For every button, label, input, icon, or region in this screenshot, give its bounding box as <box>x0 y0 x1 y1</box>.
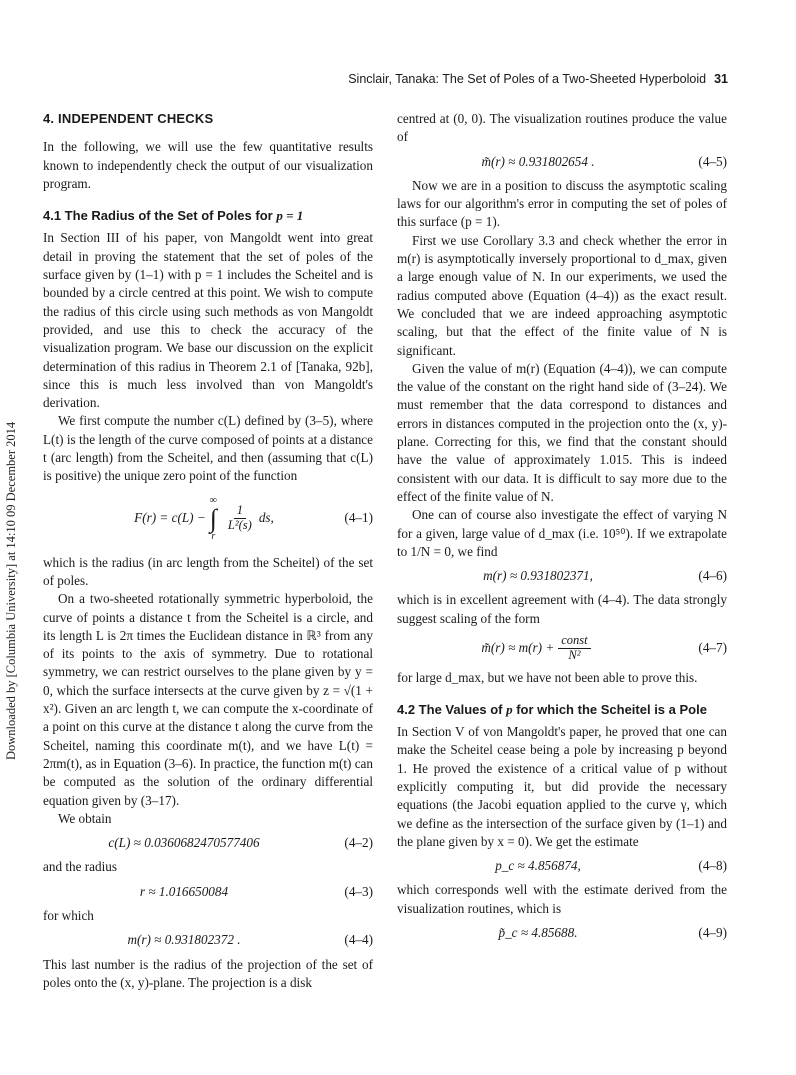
equation-4-3: r ≈ 1.016650084 (4–3) <box>43 883 373 901</box>
paragraph-right-3: First we use Corollary 3.3 and check whether the error in m(r) is asymptotically inversely proportional to d_max, given a large enough value of N. In our experiments, we used the radius computed above (Equation (4–4)) as the exact result. We concluded that we are indeed approaching asymptotic scaling, but that the effect of the finite value of N is significant. <box>397 232 727 358</box>
equation-4-1: F(r) = c(L) − ∞ ∫ r $\frac{1}{\text{L²(s)}}$ ds, (4–1) <box>134 494 373 542</box>
paragraph-4-1-b: We first compute the number c(L) defined by (3–5), where L(t) is the length of the curve composed of points at a distance t (arc length) from the Scheitel, and then (assuming that c(L) is positive) the unique zero point of the function <box>43 413 373 484</box>
eq7-fraction: $\frac{\text{const}}{\text{N²}}$ <box>558 634 590 663</box>
section-heading-4-1: 4.1 The Radius of the Set of Poles for p = 1 <box>43 208 304 224</box>
paragraph-4-1-e: We obtain <box>58 810 112 826</box>
equation-number: (4–3) <box>344 883 373 899</box>
equation-number: (4–1) <box>344 510 373 526</box>
equation-4-6: m(r) ≈ 0.931802371, (4–6) <box>397 567 727 585</box>
equation-4-4: m(r) ≈ 0.931802372 . (4–4) <box>43 931 373 949</box>
paragraph-right-7: for large d_max, but we have not been able to prove this. <box>397 669 698 685</box>
equation-number: (4–8) <box>698 858 727 874</box>
paragraph-4-1-a: In Section III of his paper, von Mangoldt went into great detail in proving the statement that the set of poles of the surface given by (1–1) with p = 1 includes the Scheitel and is bounded by a circle centred at this point. We wish to compute the radius of this circle using such methods as von Mangoldt provided, and use this to check the accuracy of the visualization program. We base our discussion on the explicit determination of this radius in Theorem 2.1 of [Tanaka, 92b], since this is much less involved than von Mangoldt's derivation. <box>43 230 373 411</box>
paragraph-4-1-f: and the radius <box>43 859 117 875</box>
running-head <box>348 72 728 86</box>
section-heading-4-2: 4.2 The Values of p for which the Scheitel is a Pole <box>397 701 707 717</box>
eq1-fraction: $\frac{1}{\text{L²(s)}}$ <box>227 503 252 533</box>
equation-4-2: c(L) ≈ 0.0360682470577406 (4–2) <box>43 834 373 852</box>
integral-sign: ∞ ∫ r <box>209 494 217 542</box>
paragraph-right-4: Given the value of m(r) (Equation (4–4)), we can compute the value of the constant on the right hand side of (3–24). We must remember that the data correspond to distances and errors in distances computed in the projection onto the (x, y)-plane. Correcting for this, we find that the constant should have the value of approximately 1.015. This is indeed consistent with our data. It is difficult to say more due to the effect of the finite value of N. <box>397 360 727 504</box>
page-number: 31 <box>714 72 728 86</box>
equation-4-5: m̃(r) ≈ 0.931802654 . (4–5) <box>397 153 727 171</box>
paragraph-right-5: One can of course also investigate the effect of varying N for a given, large value of d_max (i.e. 10⁵⁰). If we extrapolate to 1/N = 0, we find <box>397 507 727 559</box>
equation-number: (4–7) <box>698 640 727 656</box>
download-notice: Downloaded by [Columbia University] at 14:10 09 December 2014 <box>4 421 18 760</box>
paragraph-4-1-c: which is the radius (in arc length from the Scheitel) of the set of poles. <box>43 554 373 588</box>
eq1-lhs: F(r) = c(L) − <box>134 510 206 526</box>
equation-number: (4–9) <box>698 925 727 941</box>
paragraph-right-1: centred at (0, 0). The visualization routines produce the value of <box>397 111 727 145</box>
equation-number: (4–2) <box>344 835 373 851</box>
left-column <box>43 110 373 992</box>
right-column <box>397 110 727 948</box>
paragraph-4-1-h: This last number is the radius of the projection of the set of poles onto the (x, y)-plane. The projection is a disk <box>43 956 373 990</box>
paragraph-4-2-b: which corresponds well with the estimate derived from the visualization routines, which is <box>397 882 727 916</box>
section-heading-4: 4. INDEPENDENT CHECKS <box>43 111 214 126</box>
equation-number: (4–4) <box>344 932 373 948</box>
paragraph-4-2-a: In Section V of von Mangoldt's paper, he proved that one can make the Scheitel cease being a pole by increasing p beyond 1. He proved the existence of a critical value of p without explicitly computing it, but did provide the necessary equations (the Jacobi equation applied to the curve γ, which we define as the intersection of the surface given by (1–1) and the plane given by x = 0). We get the estimate <box>397 724 727 849</box>
paragraph-right-2: Now we are in a position to discuss the asymptotic scaling laws for our algorithm's error in computing the set of poles of this surface (p = 1). <box>397 177 727 230</box>
equation-number: (4–6) <box>698 568 727 584</box>
paragraph-right-6: which is in excellent agreement with (4–4). The data strongly suggest scaling of the form <box>397 592 727 626</box>
paragraph-intro: In the following, we will use the few quantitative results known to independently check the output of our visualization program. <box>43 139 373 191</box>
equation-number: (4–5) <box>698 153 727 169</box>
running-title: Sinclair, Tanaka: The Set of Poles of a Two-Sheeted Hyperboloid <box>348 72 707 86</box>
equation-4-9: p̃_c ≈ 4.85688. (4–9) <box>397 924 727 942</box>
paragraph-4-1-d: On a two-sheeted rotationally symmetric hyperboloid, the curve of points a distance t from the Scheitel is a circle, and its length L is 2π times the Euclidean distance in ℝ³ from any of its points to the axis of symmetry. Due to rotational symmetry, we can restrict ourselves to the plane given by y = 0, which the surface intersects at the curve given by z = √(1 + x²). Given an arc length t, we can compute the x-coordinate of a point on this curve at the distance t along the curve from the Scheitel, naming this coordinate m(t), and we have L(t) = 2πm(t), as in Equation (3–6). In practice, the function m(t) can be computed as the solution of the ordinary differential equation given by (3–17). <box>43 591 374 808</box>
equation-4-7: m̃(r) ≈ m(r) + $\frac{\text{const}}{\text{N²}}$ (4–7) <box>481 633 727 662</box>
equation-4-8: p_c ≈ 4.856874, (4–8) <box>397 857 727 875</box>
paragraph-4-1-g: for which <box>43 907 94 923</box>
